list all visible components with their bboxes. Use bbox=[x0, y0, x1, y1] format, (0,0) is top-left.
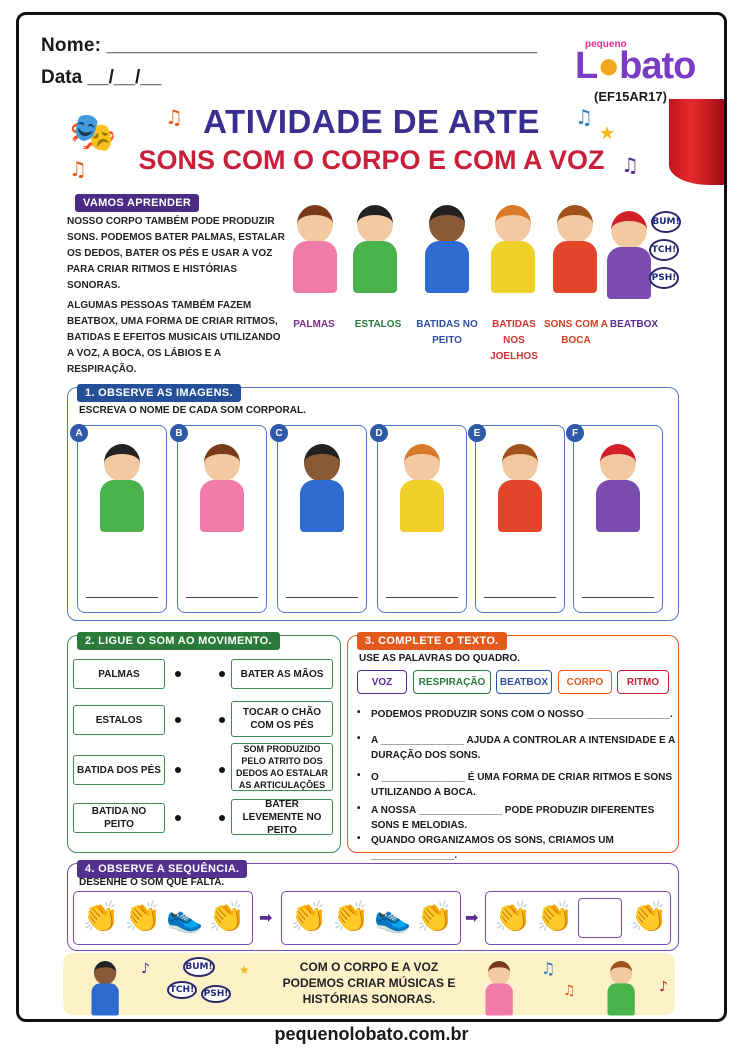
music-note-icon: ♫ bbox=[541, 959, 556, 978]
sequence-group-2 bbox=[281, 891, 461, 945]
fill-sentence-2[interactable]: A _______________ AJUDA A CONTROLAR A INTENSIDADE E A DURAÇÃO DOS SONS. bbox=[371, 735, 675, 761]
logo-small-text: pequeno bbox=[585, 39, 627, 50]
sound-bubble: PSH! bbox=[649, 267, 679, 289]
word-bank-item: VOZ bbox=[357, 670, 407, 694]
connection-dot[interactable] bbox=[219, 717, 225, 723]
image-card-e bbox=[475, 425, 565, 613]
curriculum-code: (EF15AR17) bbox=[594, 89, 667, 104]
ligue-right-item[interactable]: BATER LEVEMENTE NO PEITO bbox=[231, 799, 333, 835]
date-field-label[interactable]: Data __/__/__ bbox=[41, 67, 162, 88]
sound-bubble: TCH! bbox=[649, 239, 679, 261]
shoe-icon: 👟 bbox=[374, 900, 412, 935]
music-note-icon: ♪ bbox=[141, 961, 150, 977]
name-field-label[interactable]: Nome: ________________________________________ bbox=[41, 35, 538, 56]
kid-label: ESTALOS bbox=[354, 319, 402, 330]
music-note-icon: ♫ bbox=[563, 983, 576, 999]
connection-dot[interactable] bbox=[175, 671, 181, 677]
fill-sentence-4[interactable]: A NOSSA _______________ PODE PRODUZIR DIFERENTES SONS E MELODIAS. bbox=[371, 805, 655, 831]
sound-bubble: BUM! bbox=[651, 211, 681, 233]
sequence-group-1 bbox=[73, 891, 253, 945]
kid-drum-illustration bbox=[605, 961, 637, 1017]
bullet: • bbox=[357, 707, 361, 718]
image-card-d bbox=[377, 425, 467, 613]
card-letter: E bbox=[468, 424, 486, 442]
clapping-hands-icon: 👏 bbox=[332, 900, 370, 935]
page-title: ATIVIDADE DE ARTE bbox=[203, 103, 540, 140]
learn-paragraph-1: NOSSO CORPO TAMBÉM PODE PRODUZIR SONS. PODEMOS BATER PALMAS, ESTALAR OS DEDOS, BATER OS PÉS E USAR A VOZ PARA CRIAR RITMOS E HISTÓRIAS SONORAS. bbox=[67, 216, 285, 291]
image-card-b bbox=[177, 425, 267, 613]
answer-line[interactable] bbox=[186, 597, 258, 598]
music-note-icon: ♫ bbox=[69, 157, 87, 181]
kid-label: BATIDAS NOS JOELHOS bbox=[490, 319, 538, 362]
clapping-hands-icon: 👏 bbox=[82, 900, 120, 935]
worksheet-frame bbox=[16, 12, 727, 1022]
clapping-hands-icon: 👏 bbox=[630, 900, 668, 935]
connection-dot[interactable] bbox=[219, 767, 225, 773]
kid-illustration bbox=[483, 961, 515, 1017]
theater-masks-icon: 🎭 bbox=[69, 110, 117, 154]
star-icon: ★ bbox=[599, 123, 616, 144]
connection-dot[interactable] bbox=[175, 815, 181, 821]
ligue-left-item[interactable]: BATIDA DOS PÉS bbox=[73, 755, 165, 785]
site-url[interactable]: pequenolobato.com.br bbox=[274, 1024, 469, 1044]
bullet: • bbox=[357, 770, 361, 781]
ligue-right-item[interactable]: TOCAR O CHÃO COM OS PÉS bbox=[231, 701, 333, 737]
kid-knees-illustration bbox=[487, 205, 539, 295]
clapping-hands-icon: 👏 bbox=[536, 900, 574, 935]
kid-label: SONS COM A BOCA bbox=[543, 319, 609, 346]
answer-line[interactable] bbox=[386, 597, 458, 598]
learn-heading: VAMOS APRENDER bbox=[75, 191, 199, 212]
kid-chest-illustration bbox=[421, 205, 473, 295]
ligue-left-item[interactable]: BATIDA NO PEITO bbox=[73, 803, 165, 833]
image-card-a bbox=[77, 425, 167, 613]
observe-heading: 1. OBSERVE AS IMAGENS. bbox=[77, 381, 241, 402]
sound-bubble: BUM! bbox=[183, 957, 215, 977]
answer-line[interactable] bbox=[484, 597, 556, 598]
clapping-hands-icon: 👏 bbox=[208, 900, 246, 935]
word-bank-item: CORPO bbox=[558, 670, 612, 694]
clapping-hands-icon: 👏 bbox=[124, 900, 162, 935]
fill-sentence-3[interactable]: O _______________ É UMA FORMA DE CRIAR RITMOS E SONS UTILIZANDO A BOCA. bbox=[371, 772, 673, 798]
card-letter: A bbox=[70, 424, 88, 442]
card-letter: D bbox=[370, 424, 388, 442]
ligue-heading: 2. LIGUE O SOM AO MOVIMENTO. bbox=[77, 629, 280, 650]
shoe-icon: 👟 bbox=[166, 900, 204, 935]
clapping-hands-icon: 👏 bbox=[416, 900, 454, 935]
complete-heading: 3. COMPLETE O TEXTO. bbox=[357, 629, 507, 650]
clapping-hands-icon: 👏 bbox=[290, 900, 328, 935]
connection-dot[interactable] bbox=[219, 815, 225, 821]
bullet: • bbox=[357, 733, 361, 744]
card-letter: F bbox=[566, 424, 584, 442]
fill-sentence-1[interactable]: PODEMOS PRODUZIR SONS COM O NOSSO _______________. bbox=[371, 709, 673, 720]
answer-line[interactable] bbox=[582, 597, 654, 598]
kid-snapping-illustration bbox=[196, 444, 248, 534]
music-note-icon: ♫ bbox=[621, 153, 639, 177]
ligue-right-item[interactable]: BATER AS MÃOS bbox=[231, 659, 333, 689]
kid-mouth-illustration bbox=[549, 205, 601, 295]
kid-label: BEATBOX bbox=[609, 319, 659, 330]
kid-knees-illustration bbox=[396, 444, 448, 534]
footer-message: COM O CORPO E A VOZ PODEMOS CRIAR MÚSICAS E HISTÓRIAS SONORAS. bbox=[282, 960, 456, 1006]
complete-instruction: USE AS PALAVRAS DO QUADRO. bbox=[359, 653, 520, 664]
image-card-f bbox=[573, 425, 663, 613]
word-bank-item: RITMO bbox=[617, 670, 669, 694]
learn-text bbox=[67, 214, 287, 382]
kid-snapping-illustration bbox=[349, 205, 401, 295]
bullet: • bbox=[357, 833, 361, 844]
sound-bubble: TCH! bbox=[167, 981, 197, 999]
learn-paragraph-2: ALGUMAS PESSOAS TAMBÉM FAZEM BEATBOX, UMA FORMA DE CRIAR RITMOS, BATIDAS E EFEITOS MUSICAIS UTILIZANDO A VOZ, A BOCA, OS LÁBIOS E A RESPIRAÇÃO. bbox=[67, 300, 281, 375]
kid-clapping-illustration bbox=[289, 205, 341, 295]
page-subtitle: SONS COM O CORPO E COM A VOZ bbox=[138, 145, 605, 175]
card-letter: C bbox=[270, 424, 288, 442]
kid-label: BATIDAS NO PEITO bbox=[416, 319, 478, 346]
ligue-left-item[interactable]: ESTALOS bbox=[73, 705, 165, 735]
music-note-icon: ♫ bbox=[165, 105, 183, 129]
fill-sentence-5[interactable]: QUANDO ORGANIZAMOS OS SONS, CRIAMOS UM _______________. bbox=[371, 835, 614, 861]
star-icon: ★ bbox=[239, 963, 250, 977]
answer-line[interactable] bbox=[86, 597, 158, 598]
clapping-hands-icon: 👏 bbox=[494, 900, 532, 935]
logo: L●bato bbox=[575, 45, 696, 87]
sequence-group-3 bbox=[485, 891, 671, 945]
connection-dot[interactable] bbox=[219, 671, 225, 677]
kid-beatbox-illustration bbox=[592, 444, 644, 534]
bullet: • bbox=[357, 803, 361, 814]
kid-chest-illustration bbox=[296, 444, 348, 534]
connection-dot[interactable] bbox=[175, 767, 181, 773]
sound-bubble: PSH! bbox=[201, 985, 231, 1003]
kid-label: PALMAS bbox=[293, 319, 335, 330]
arrow-right-icon: ➡ bbox=[465, 908, 479, 927]
footer-message-band bbox=[63, 953, 675, 1015]
music-note-icon: ♫ bbox=[575, 105, 593, 129]
ligue-left-item[interactable]: PALMAS bbox=[73, 659, 165, 689]
image-card-c bbox=[277, 425, 367, 613]
sequence-instruction: DESENHE O SOM QUE FALTA. bbox=[79, 877, 225, 888]
word-bank-item: BEATBOX bbox=[496, 670, 552, 694]
connection-dot[interactable] bbox=[175, 717, 181, 723]
answer-line[interactable] bbox=[286, 597, 358, 598]
arrow-right-icon: ➡ bbox=[259, 908, 273, 927]
kid-illustration bbox=[89, 961, 121, 1017]
observe-instruction: ESCREVA O NOME DE CADA SOM CORPORAL. bbox=[79, 405, 306, 416]
card-letter: B bbox=[170, 424, 188, 442]
sequence-heading: 4. OBSERVE A SEQUÊNCIA. bbox=[77, 857, 247, 878]
missing-sound-draw-box[interactable] bbox=[578, 898, 622, 938]
ligue-right-item[interactable]: SOM PRODUZIDO PELO ATRITO DOS DEDOS AO ESTALAR AS ARTICULAÇÕES bbox=[231, 743, 333, 791]
kid-clapping-illustration bbox=[96, 444, 148, 534]
kid-stomping-illustration bbox=[494, 444, 546, 534]
kid-beatbox-illustration bbox=[603, 211, 655, 301]
music-note-icon: ♪ bbox=[659, 979, 668, 995]
word-bank-item: RESPIRAÇÃO bbox=[413, 670, 491, 694]
